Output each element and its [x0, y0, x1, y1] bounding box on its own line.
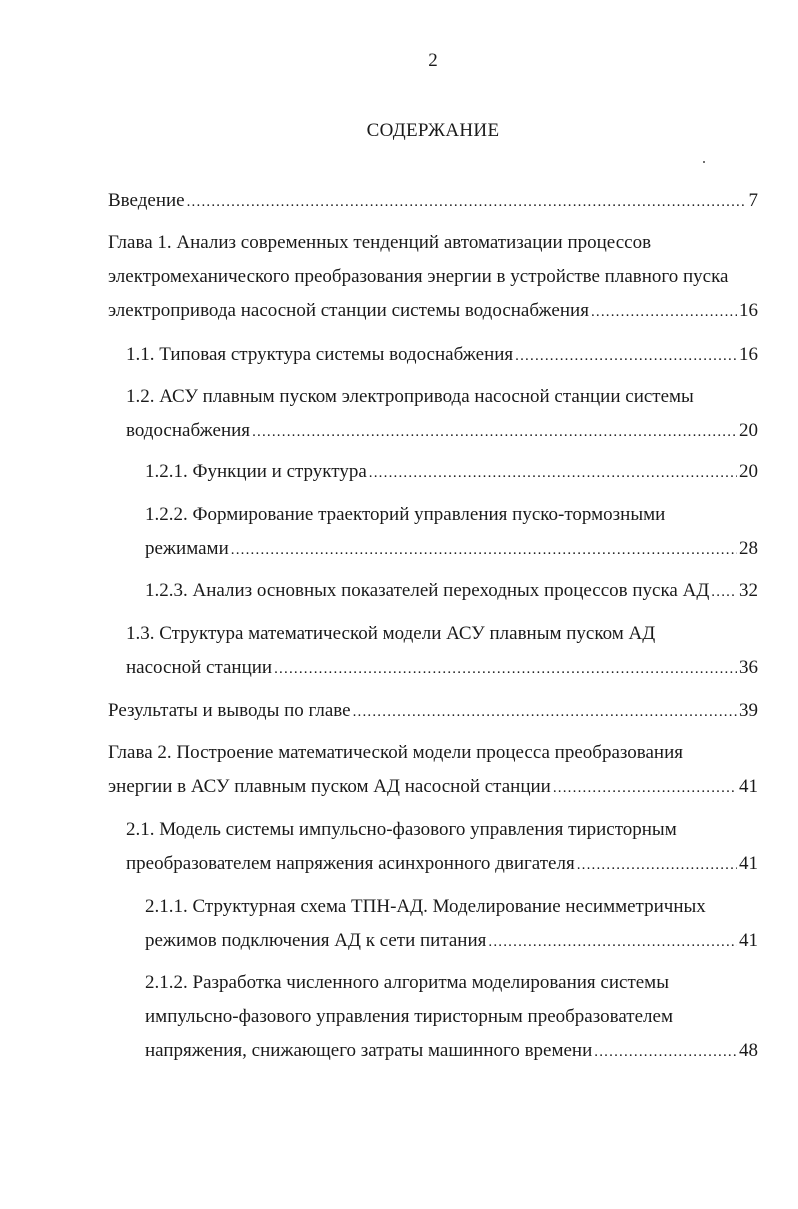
- toc-entry-page: 7: [748, 190, 758, 211]
- toc-entry-page: 20: [739, 461, 758, 482]
- toc-entry-text: 1.2.1. Функции и структура: [145, 461, 367, 482]
- toc-leader-dots: [577, 848, 737, 882]
- toc-entry-last-line: [145, 532, 758, 567]
- toc-entry-2-1-2: [145, 966, 758, 1069]
- toc-entry-last-line: [108, 694, 758, 729]
- toc-leader-dots: [274, 652, 737, 686]
- toc-entry-page: 39: [739, 700, 758, 721]
- toc-entry-introduction: [108, 184, 758, 219]
- toc-entry-text: насосной станции: [126, 657, 273, 678]
- toc-entry-last-line: [145, 924, 758, 959]
- toc-entry-1-2-2: [145, 498, 758, 567]
- toc-leader-dots: [594, 1035, 737, 1069]
- toc-entry-page: 16: [739, 300, 758, 321]
- toc-entry-text: энергии в АСУ плавным пуском АД насосной станции: [108, 776, 551, 797]
- toc-entry-page: 48: [739, 1040, 758, 1061]
- scan-speck: [703, 161, 705, 163]
- toc-entry-text: Введение: [108, 190, 185, 211]
- toc-entry-1-2: [126, 380, 758, 449]
- toc-entry-text: 1.3. Структура математической модели АСУ плавным пуском АД: [126, 623, 656, 644]
- toc-entry-last-line: [145, 1034, 758, 1069]
- toc-entry-last-line: [145, 574, 758, 609]
- toc-entry-chapter-1: [108, 226, 758, 329]
- toc-entry-last-line: [108, 294, 758, 329]
- toc-entry-1-2-1: [145, 455, 758, 490]
- toc-entry-last-line: [145, 455, 758, 490]
- toc-entry-page: 41: [739, 776, 758, 797]
- toc-entry-page: 32: [739, 580, 758, 601]
- toc-entry-text: 2.1.1. Структурная схема ТПН-АД. Моделирование несимметричных: [145, 896, 706, 917]
- toc-entry-last-line: [108, 184, 758, 219]
- toc-entry-1-2-3: [145, 574, 758, 609]
- toc-entry-text: режимами: [145, 538, 229, 559]
- toc-entry-text: электромеханического преобразования энергии в устройстве плавного пуска: [108, 266, 729, 287]
- toc-entry-text: 2.1.2. Разработка численного алгоритма моделирования системы: [145, 972, 669, 993]
- toc-entry-chapter-1-results: [108, 694, 758, 729]
- toc-entry-last-line: [126, 847, 758, 882]
- toc-entry-text: напряжения, снижающего затраты машинного времени: [145, 1040, 593, 1061]
- toc-entry-last-line: [126, 338, 758, 373]
- toc-entry-1-1: [126, 338, 758, 373]
- page-number: 2: [428, 50, 438, 71]
- toc-entry-page: 20: [739, 420, 758, 441]
- toc-leader-dots: [553, 771, 737, 805]
- toc-leader-dots: [231, 533, 737, 567]
- toc-entry-text: Глава 2. Построение математической модели процесса преобразования: [108, 742, 684, 763]
- toc-entry-page: 16: [739, 344, 758, 365]
- toc-entry-last-line: [126, 414, 758, 449]
- toc-entry-last-line: [126, 651, 758, 686]
- toc-entry-chapter-2: [108, 736, 758, 805]
- toc-entry-text: Результаты и выводы по главе: [108, 700, 351, 721]
- toc-entry-1-3: [126, 617, 758, 686]
- toc-entry-2-1-1: [145, 890, 758, 959]
- toc-entry-page: 41: [739, 853, 758, 874]
- toc-entry-text: 2.1. Модель системы импульсно-фазового управления тиристорным: [126, 819, 677, 840]
- toc-leader-dots: [488, 925, 737, 959]
- toc-entry-text: импульсно-фазового управления тиристорным преобразователем: [145, 1006, 673, 1027]
- toc-leader-dots: [591, 295, 737, 329]
- toc-entry-text: режимов подключения АД к сети питания: [145, 930, 487, 951]
- toc-entry-text: 1.2. АСУ плавным пуском электропривода насосной станции системы: [126, 386, 694, 407]
- toc-entry-text: преобразователем напряжения асинхронного двигателя: [126, 853, 575, 874]
- toc-entry-text: 1.1. Типовая структура системы водоснабжения: [126, 344, 514, 365]
- toc-entry-last-line: [108, 770, 758, 805]
- toc-leader-dots: [252, 415, 737, 449]
- toc-entry-page: 36: [739, 657, 758, 678]
- toc-entry-text: водоснабжения: [126, 420, 251, 441]
- toc-title: СОДЕРЖАНИЕ: [366, 120, 500, 141]
- toc-entry-text: Глава 1. Анализ современных тенденций автоматизации процессов: [108, 232, 652, 253]
- toc-leader-dots: [711, 575, 737, 609]
- toc-leader-dots: [515, 339, 737, 373]
- toc-entry-text: 1.2.3. Анализ основных показателей переходных процессов пуска АД: [145, 580, 710, 601]
- toc-entry-text: электропривода насосной станции системы водоснабжения: [108, 300, 589, 321]
- toc-leader-dots: [353, 695, 737, 729]
- toc-entry-text: 1.2.2. Формирование траекторий управления пуско-тормозными: [145, 504, 666, 525]
- toc-entry-page: 41: [739, 930, 758, 951]
- toc-entry-2-1: [126, 813, 758, 882]
- toc-entry-page: 28: [739, 538, 758, 559]
- toc-leader-dots: [369, 456, 737, 490]
- toc-leader-dots: [187, 185, 747, 219]
